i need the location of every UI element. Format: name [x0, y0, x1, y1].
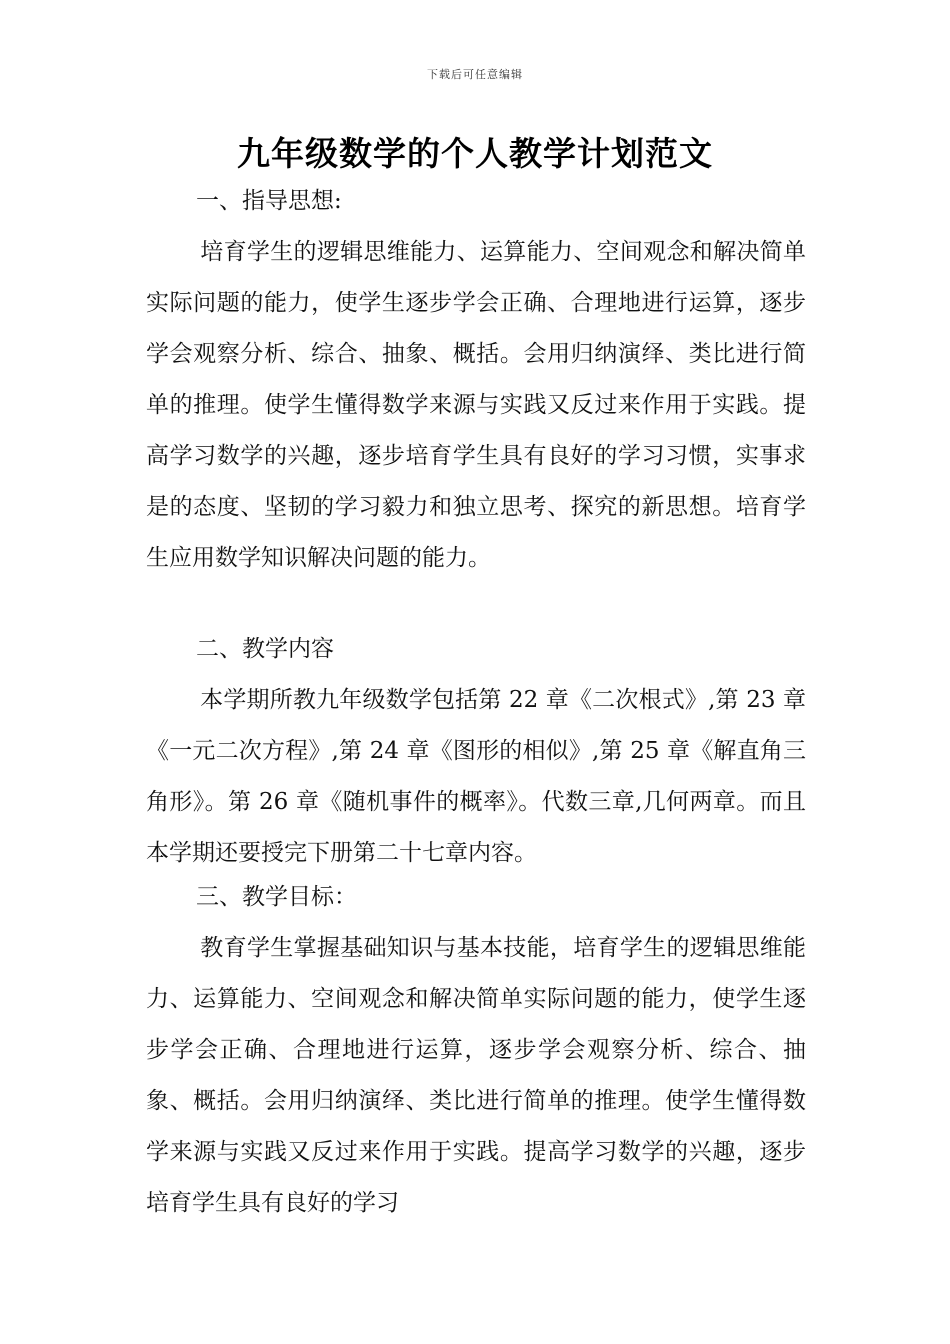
section-paragraph-2-text: 本学期所教九年级数学包括第 22 章《二次根式》,第 23 章《一元二次方程》,第 24 章《图形的相似》,第 25 章《解直角三角形》。第 26 章《随机事件的概率》。代数三章,几何两章。而且本学期还要授完下册第二十七章内容。: [146, 687, 806, 866]
section-paragraph-1-text: 培育学生的逻辑思维能力、运算能力、空间观念和解决简单实际问题的能力，使学生逐步学会正确、合理地进行运算，逐步学会观察分析、综合、抽象、概括。会用归纳演绎、类比进行简单的推理。使学生懂得数学来源与实践又反过来作用于实践。提高学习数学的兴趣，逐步培育学生具有良好的学习习惯，实事求是的态度、坚韧的学习毅力和独立思考、探究的新思想。培育学生应用数学知识解决问题的能力。: [146, 239, 806, 571]
section-heading-3: 三、教学目标：: [196, 884, 357, 910]
section-heading-1: 一、指导思想:: [196, 188, 342, 214]
page-title: 九年级数学的个人教学计划范文: [237, 134, 713, 173]
header-note: 下载后可任意编辑: [427, 68, 523, 81]
section-paragraph-1: [146, 227, 806, 584]
section-heading-2: 二、教学内容: [196, 636, 334, 662]
section-paragraph-2: [146, 675, 806, 879]
section-paragraph-3: [146, 923, 806, 1229]
section-paragraph-3-text: 教育学生掌握基础知识与基本技能，培育学生的逻辑思维能力、运算能力、空间观念和解决简单实际问题的能力，使学生逐步学会正确、合理地进行运算，逐步学会观察分析、综合、抽象、概括。会用归纳演绎、类比进行简单的推理。使学生懂得数学来源与实践又反过来作用于实践。提高学习数学的兴趣，逐步培育学生具有良好的学习: [146, 935, 806, 1216]
